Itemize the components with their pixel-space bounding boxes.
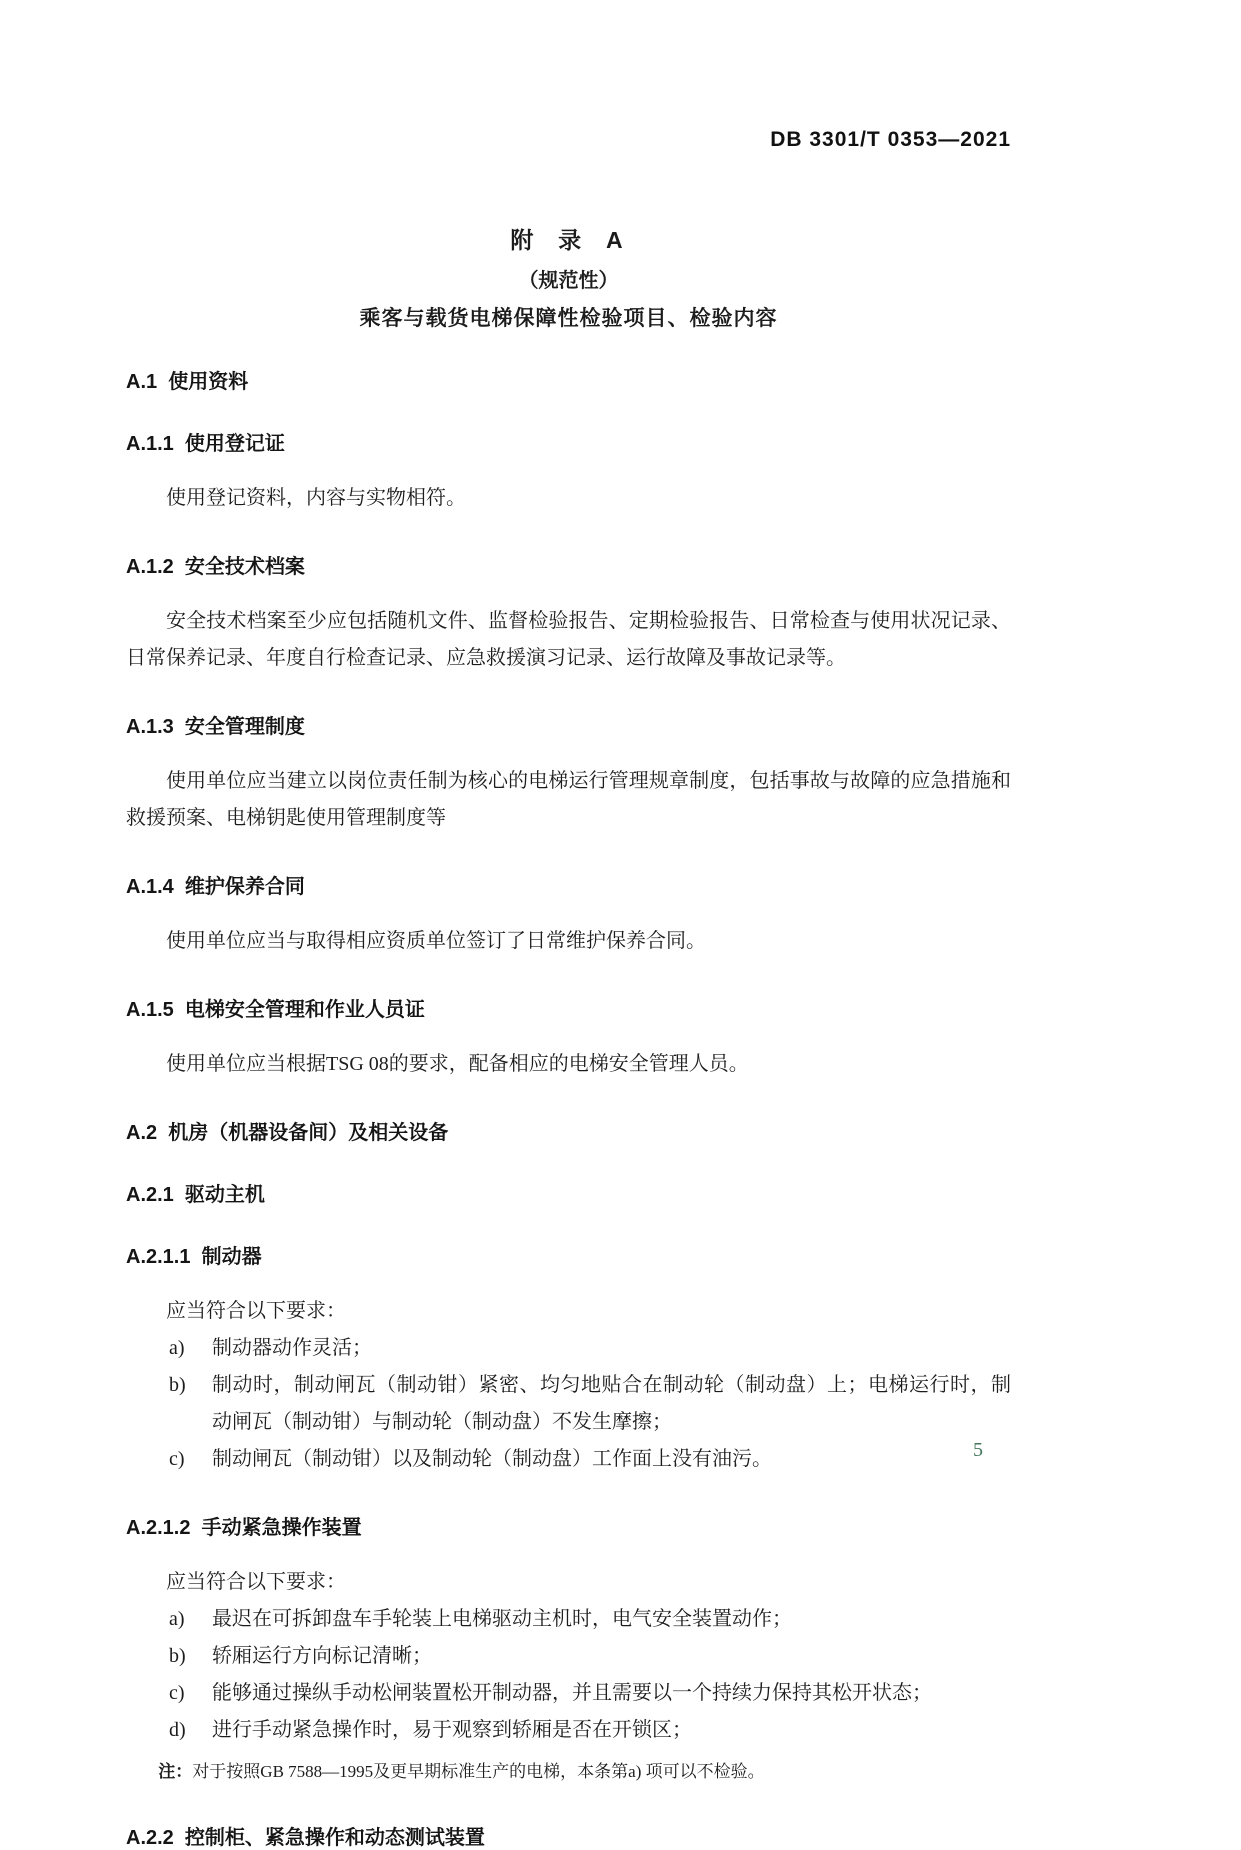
heading-a1-4: A.1.4 维护保养合同 [126, 876, 305, 898]
heading-a1: A.1 使用资料 [126, 371, 249, 393]
heading-a1-5: A.1.5 电梯安全管理和作业人员证 [126, 999, 425, 1021]
list-item-label: a) [169, 1337, 185, 1359]
appendix-title: 附 录 A [510, 227, 627, 253]
list-item-label: b) [169, 1374, 186, 1396]
list-item-text: 最迟在可拆卸盘车手轮装上电梯驱动主机时，电气安全装置动作； [212, 1608, 792, 1630]
list-item-text: 进行手动紧急操作时，易于观察到轿厢是否在开锁区； [212, 1719, 692, 1741]
list-a2-1-2 [126, 1601, 1011, 1749]
list-item [126, 1675, 1011, 1712]
paragraph-a2-1-1-intro: 应当符合以下要求： [166, 1300, 346, 1322]
paragraph-a1-2: 安全技术档案至少应包括随机文件、监督检验报告、定期检验报告、日常检查与使用状况记录、日常保养记录、年度自行检查记录、应急救援演习记录、运行故障及事故记录等。 [126, 610, 1011, 669]
doc-number: DB 3301/T 0353—2021 [770, 128, 1011, 151]
list-item [126, 1441, 1011, 1478]
heading-a1-2: A.1.2 安全技术档案 [126, 556, 305, 578]
appendix-title-block [126, 222, 1011, 332]
heading-a1-3: A.1.3 安全管理制度 [126, 716, 305, 738]
list-item-label: d) [169, 1719, 186, 1741]
paragraph-a1-3: 使用单位应当建立以岗位责任制为核心的电梯运行管理规章制度，包括事故与故障的应急措施和救援预案、电梯钥匙使用管理制度等 [126, 770, 1011, 829]
list-item-label: c) [169, 1448, 185, 1470]
list-item-label: a) [169, 1608, 185, 1630]
paragraph-a1-1: 使用登记资料，内容与实物相符。 [166, 487, 466, 509]
list-item-text: 制动闸瓦（制动钳）以及制动轮（制动盘）工作面上没有油污。 [212, 1448, 772, 1470]
list-item-label: b) [169, 1645, 186, 1667]
list-item [126, 1330, 1011, 1367]
paragraph-a2-1-2-intro: 应当符合以下要求： [166, 1571, 346, 1593]
heading-a2: A.2 机房（机器设备间）及相关设备 [126, 1122, 449, 1144]
list-item-text: 制动时，制动闸瓦（制动钳）紧密、均匀地贴合在制动轮（制动盘）上；电梯运行时，制动闸瓦（制动钳）与制动轮（制动盘）不发生摩擦； [212, 1374, 1011, 1433]
page-number: 5 [973, 1439, 983, 1461]
list-a2-1-1 [126, 1330, 1011, 1478]
list-item-text: 轿厢运行方向标记清晰； [212, 1645, 432, 1667]
list-item [126, 1367, 1011, 1441]
heading-a2-1-1: A.2.1.1 制动器 [126, 1246, 262, 1268]
heading-a2-1: A.2.1 驱动主机 [126, 1184, 265, 1206]
note-text: 对于按照GB 7588—1995及更早期标准生产的电梯，本条第a) 项可以不检验。 [192, 1762, 765, 1781]
paragraph-a1-4: 使用单位应当与取得相应资质单位签订了日常维护保养合同。 [166, 930, 706, 952]
list-item [126, 1712, 1011, 1749]
list-item-label: c) [169, 1682, 185, 1704]
paragraph-a1-5: 使用单位应当根据TSG 08的要求，配备相应的电梯安全管理人员。 [166, 1053, 749, 1075]
appendix-subtitle: 乘客与载货电梯保障性检验项目、检验内容 [359, 307, 778, 330]
list-item-text: 能够通过操纵手动松闸装置松开制动器，并且需要以一个持续力保持其松开状态； [212, 1682, 932, 1704]
list-item [126, 1601, 1011, 1638]
list-item [126, 1638, 1011, 1675]
note-label: 注： [158, 1762, 193, 1781]
list-item-text: 制动器动作灵活； [212, 1337, 372, 1359]
heading-a1-1: A.1.1 使用登记证 [126, 433, 285, 455]
note-a2-1-2 [158, 1757, 1011, 1788]
appendix-normative-label: （规范性） [518, 270, 619, 292]
heading-a2-2: A.2.2 控制柜、紧急操作和动态测试装置 [126, 1826, 485, 1849]
heading-a2-1-2: A.2.1.2 手动紧急操作装置 [126, 1517, 362, 1539]
